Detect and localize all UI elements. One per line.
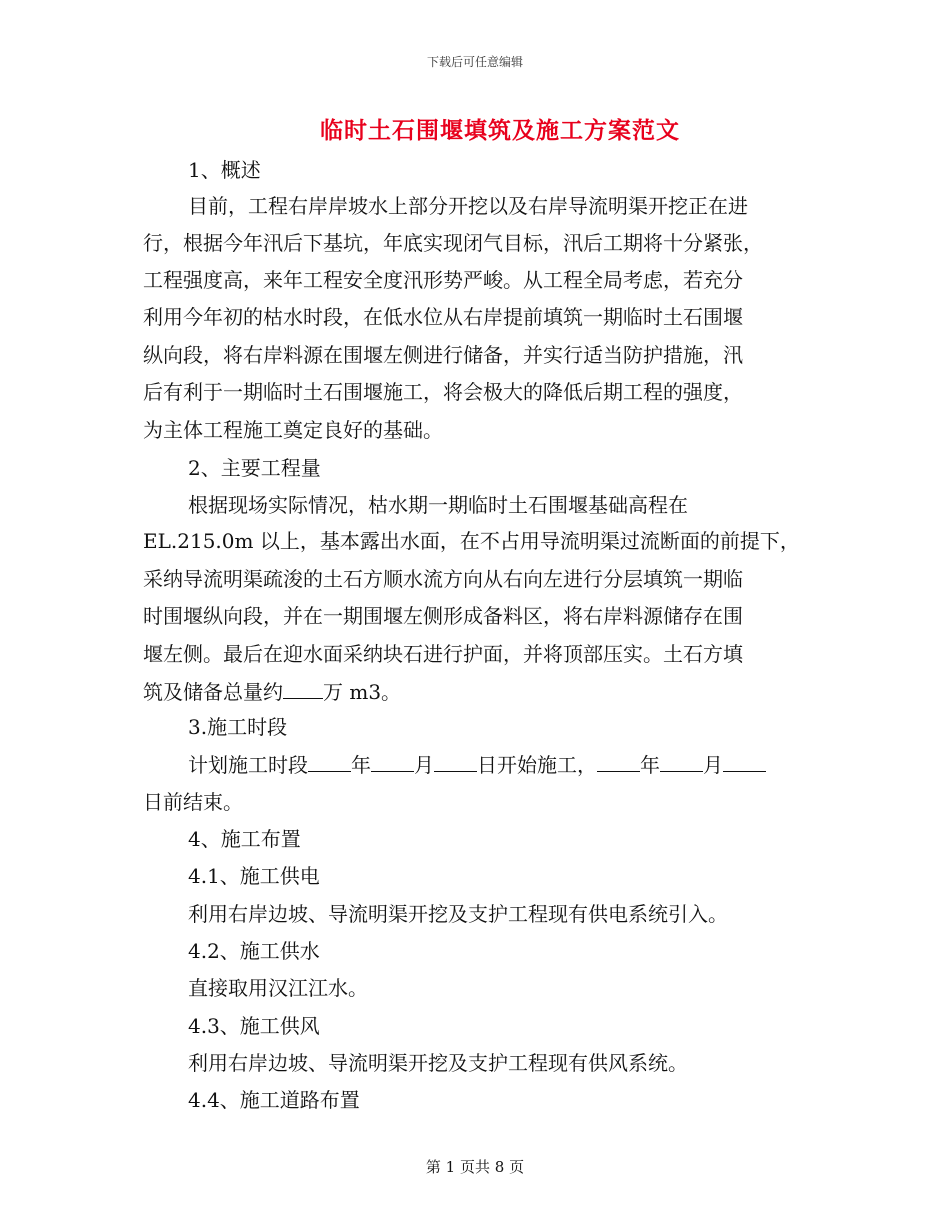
paragraph-line: 堰左侧。最后在迎水面采纳块石进行护面，并将顶部压实。土石方填 [143, 642, 743, 666]
subsection-4-2-heading: 4.2、施工供水 [188, 939, 320, 963]
text-fragment: 年 [640, 753, 660, 777]
blank-underline [283, 678, 323, 699]
blank-underline [434, 751, 477, 772]
text-fragment: 日开始施工， [477, 753, 597, 777]
blank-underline [597, 751, 640, 772]
text-fragment: 筑及储备总量约 [143, 680, 283, 704]
paragraph-line: 根据现场实际情况，枯水期一期临时土石围堰基础高程在 [188, 493, 688, 517]
paragraph-line [143, 678, 401, 705]
blank-underline [371, 751, 414, 772]
paragraph-line: 利用右岸边坡、导流明渠开挖及支护工程现有供电系统引入。 [188, 902, 728, 926]
text-fragment: 万 m3。 [323, 680, 402, 704]
page-footer: 第 1 页共 8 页 [425, 1158, 525, 1176]
text-fragment: 计划施工时段 [188, 753, 308, 777]
subsection-4-1-heading: 4.1、施工供电 [188, 864, 320, 888]
paragraph-line: 为主体工程施工奠定良好的基础。 [143, 418, 443, 442]
blank-underline [723, 751, 766, 772]
text-fragment: 年 [351, 753, 371, 777]
blank-underline [660, 751, 703, 772]
section-3-heading: 3.施工时段 [188, 715, 288, 739]
section-2-heading: 2、主要工程量 [188, 456, 321, 480]
paragraph-line: 工程强度高，来年工程安全度汛形势严峻。从工程全局考虑，若充分 [143, 268, 743, 292]
section-4-heading: 4、施工布置 [188, 827, 301, 851]
paragraph-line: 行，根据今年汛后下基坑，年底实现闭气目标，汛后工期将十分紧张， [143, 231, 763, 255]
paragraph-line: 利用右岸边坡、导流明渠开挖及支护工程现有供风系统。 [188, 1051, 688, 1075]
paragraph-line: 后有利于一期临时土石围堰施工，将会极大的降低后期工程的强度， [143, 380, 743, 404]
paragraph-line: EL.215.0m 以上，基本露出水面，在不占用导流明渠过流断面的前提下， [143, 529, 800, 553]
document-title: 临时土石围堰填筑及施工方案范文 [320, 117, 680, 144]
section-1-heading: 1、概述 [188, 158, 261, 182]
paragraph-line: 日前结束。 [143, 790, 243, 814]
subsection-4-4-heading: 4.4、施工道路布置 [188, 1088, 360, 1112]
blank-underline [308, 751, 351, 772]
subsection-4-3-heading: 4.3、施工供风 [188, 1014, 320, 1038]
text-fragment: 月 [703, 753, 723, 777]
header-note: 下载后可任意编辑 [426, 55, 523, 69]
paragraph-line [188, 751, 766, 778]
paragraph-line: 目前，工程右岸岸坡水上部分开挖以及右岸导流明渠开挖正在进 [188, 194, 748, 218]
paragraph-line: 时围堰纵向段，并在一期围堰左侧形成备料区，将右岸料源储存在围 [143, 604, 743, 628]
paragraph-line: 采纳导流明渠疏浚的土石方顺水流方向从右向左进行分层填筑一期临 [143, 567, 743, 591]
paragraph-line: 利用今年初的枯水时段，在低水位从右岸提前填筑一期临时土石围堰 [143, 305, 743, 329]
paragraph-line: 直接取用汉江江水。 [188, 976, 368, 1000]
paragraph-line: 纵向段，将右岸料源在围堰左侧进行储备，并实行适当防护措施，汛 [143, 343, 743, 367]
text-fragment: 月 [414, 753, 434, 777]
